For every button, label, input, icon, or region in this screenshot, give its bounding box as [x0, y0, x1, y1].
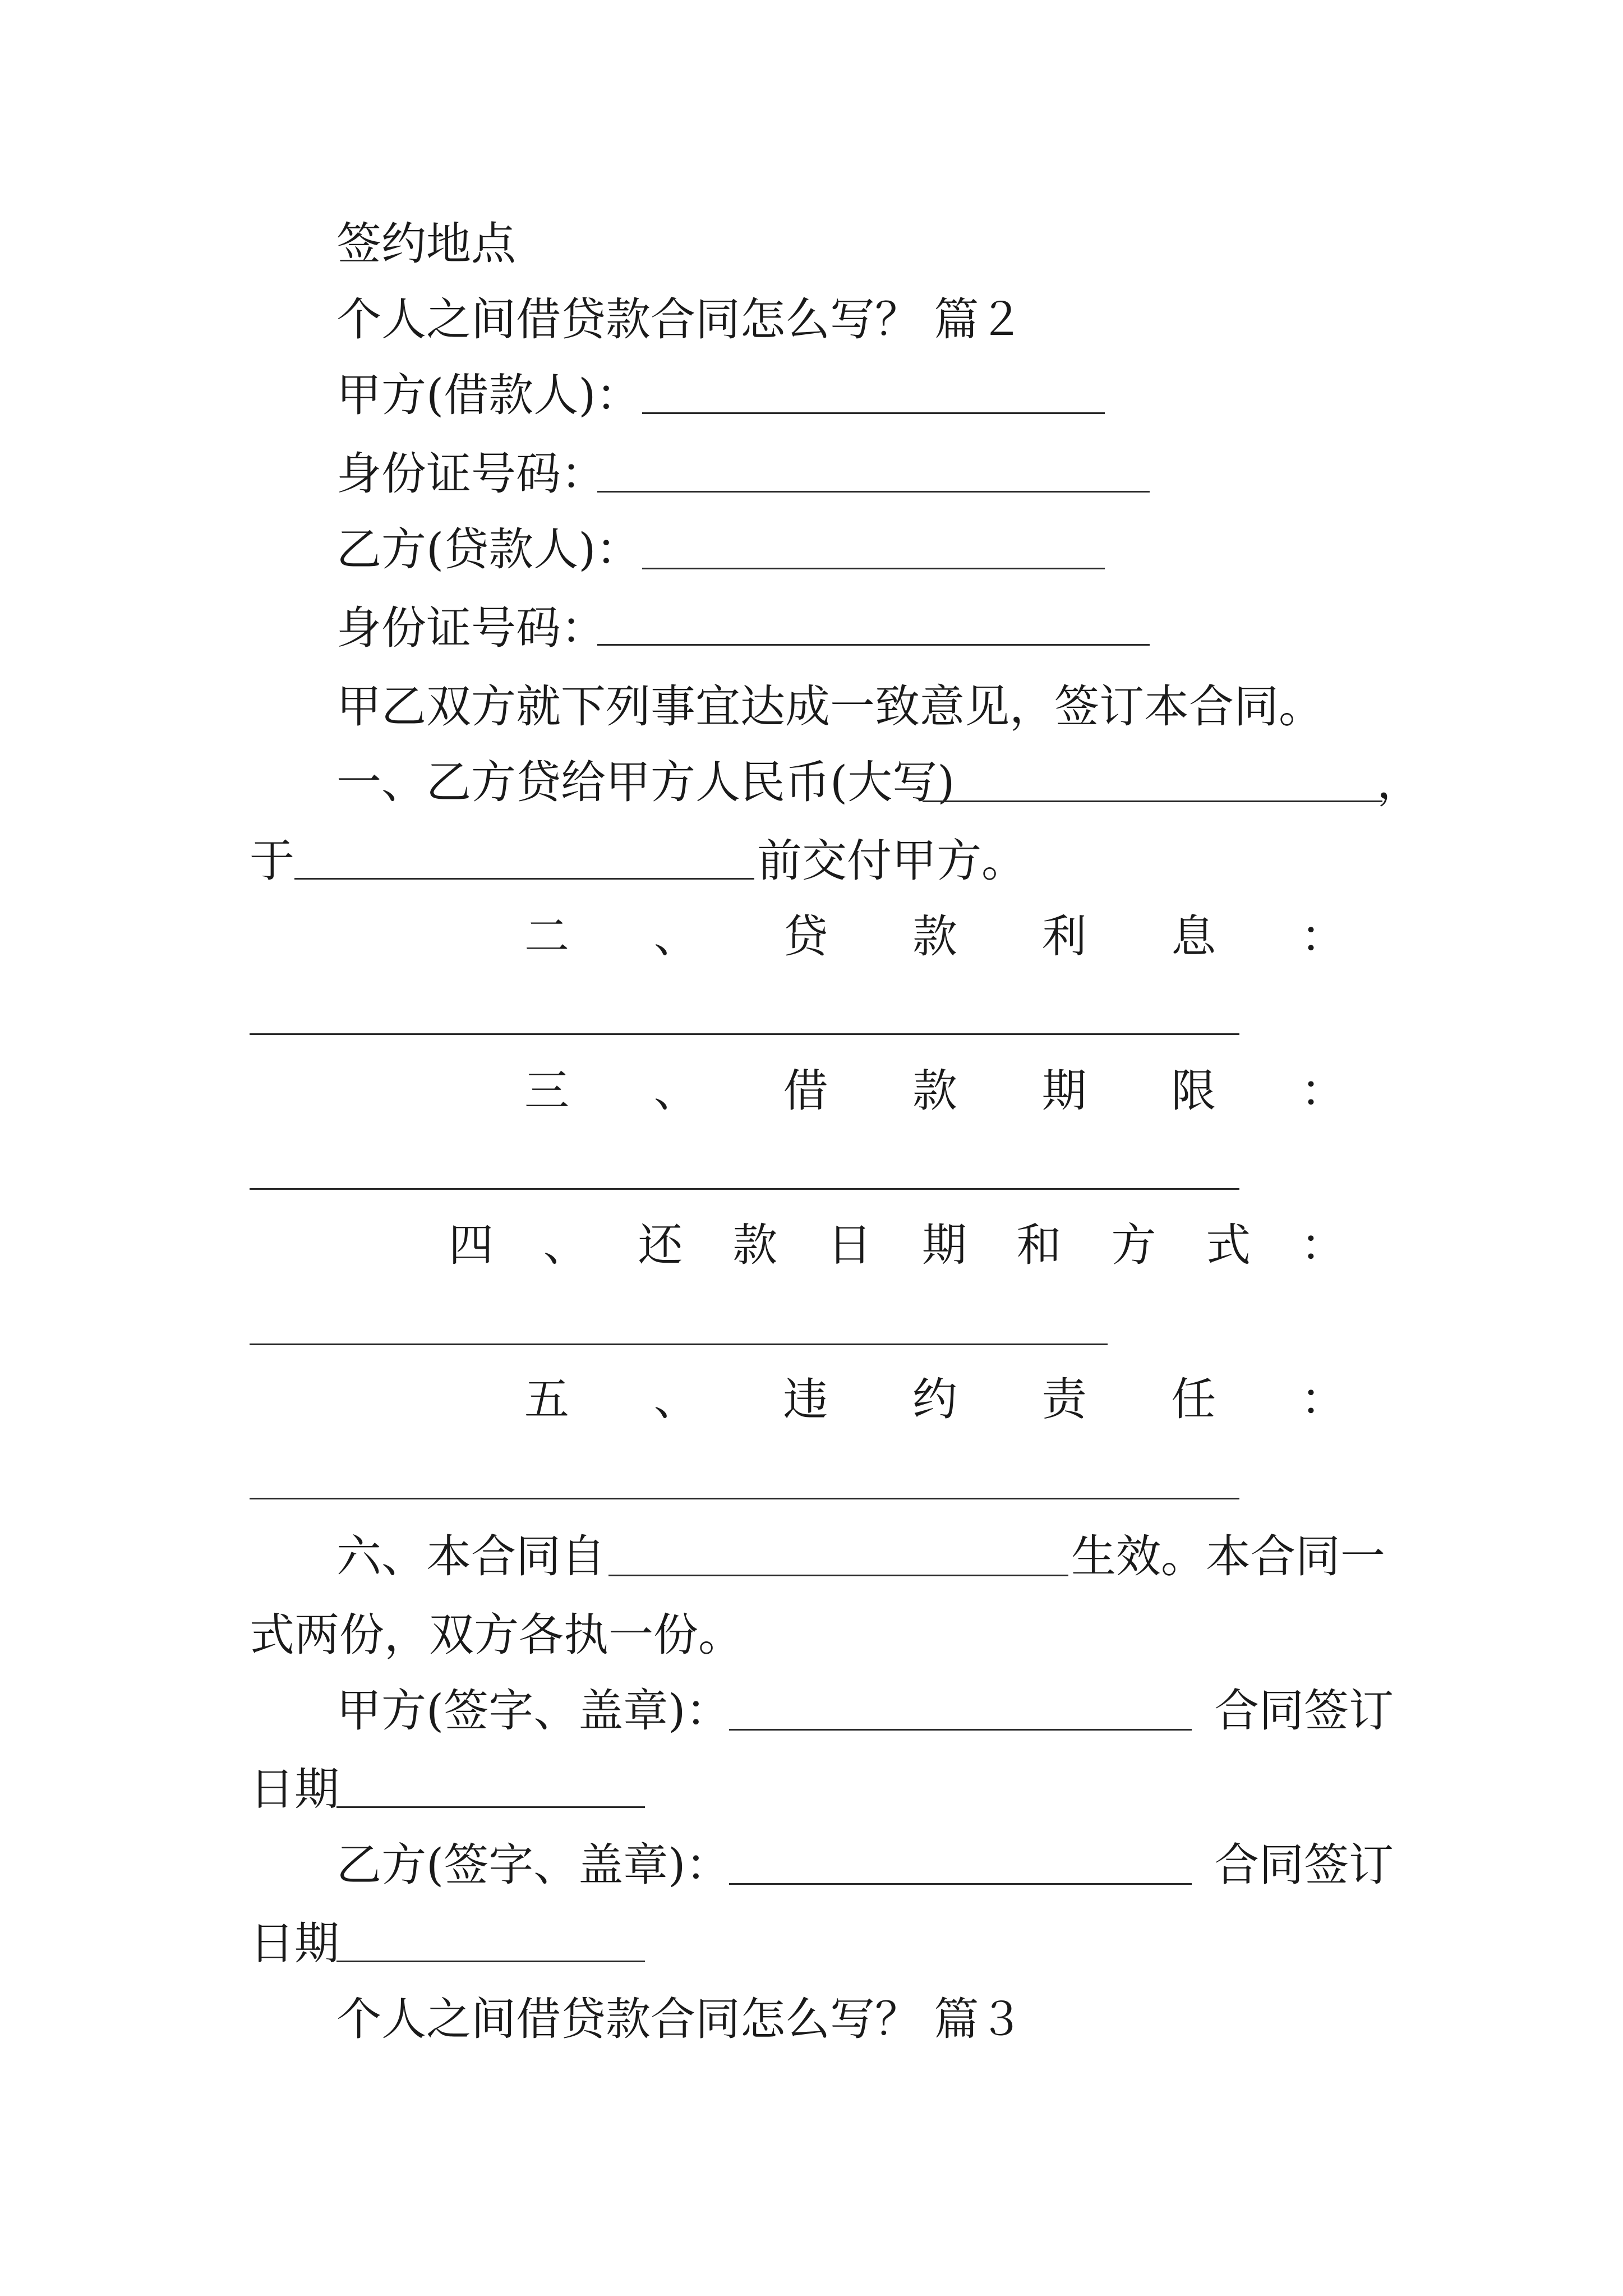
- clause4-char: 和: [1016, 1219, 1062, 1271]
- loan-amount-blank[interactable]: [923, 800, 1382, 802]
- contract-date-label-a: 合同签订: [1214, 1685, 1394, 1737]
- date-a-blank[interactable]: [336, 1806, 645, 1808]
- clause5-char: 、: [653, 1373, 699, 1425]
- party-a-sign-label: 甲方(签字、盖章)：: [336, 1685, 731, 1737]
- clause2-heading: [524, 910, 1345, 963]
- clause5-char: 责: [1041, 1373, 1087, 1425]
- clause4-char: 、: [543, 1219, 588, 1271]
- delivery-date-blank[interactable]: [294, 878, 754, 880]
- clause2-char: ：: [1300, 910, 1345, 963]
- party-b-sign-label: 乙方(签字、盖章)：: [336, 1839, 731, 1891]
- date-b-blank[interactable]: [336, 1961, 645, 1962]
- section-heading-2: 个人之间借贷款合同怎么写？ 篇２: [336, 293, 1024, 346]
- clause4-char: 四: [449, 1219, 494, 1271]
- section-heading-3: 个人之间借贷款合同怎么写？ 篇３: [336, 1993, 1024, 2045]
- clause3-char: 款: [912, 1065, 957, 1117]
- effective-date-blank[interactable]: [608, 1575, 1068, 1576]
- clause1-comma: ，: [1377, 756, 1422, 808]
- clause3-char: ：: [1300, 1065, 1345, 1117]
- clause2-char: 款: [912, 910, 957, 963]
- clause3-char: 限: [1171, 1065, 1216, 1117]
- clause6-start: 六、本合同自: [336, 1530, 606, 1582]
- repayment-method-blank[interactable]: [250, 1343, 1108, 1345]
- agreement-intro: 甲乙双方就下列事宜达成一致意见，签订本合同。: [336, 680, 1324, 733]
- clause2-char: 、: [653, 910, 699, 963]
- id-number-b-blank[interactable]: [597, 644, 1150, 646]
- clause5-heading: [524, 1373, 1345, 1425]
- clause2-char: 二: [524, 910, 569, 963]
- clause5-char: 违: [783, 1373, 828, 1425]
- clause3-heading: [524, 1065, 1345, 1117]
- date-a-label: 日期: [250, 1763, 339, 1815]
- id-number-b-label: 身份证号码：: [336, 602, 606, 654]
- clause4-char: 式: [1206, 1219, 1251, 1271]
- party-b-sign-blank[interactable]: [729, 1883, 1192, 1885]
- party-b-lender-blank[interactable]: [642, 568, 1105, 569]
- clause4-char: 日: [827, 1219, 873, 1271]
- clause5-char: 五: [524, 1373, 569, 1425]
- clause4-char: 款: [732, 1219, 778, 1271]
- clause3-char: 三: [524, 1065, 569, 1117]
- clause5-char: 任: [1171, 1373, 1216, 1425]
- clause1-end: 前交付甲方。: [757, 835, 1026, 887]
- clause2-char: 利: [1041, 910, 1087, 963]
- clause2-char: 贷: [783, 910, 828, 963]
- party-b-lender-label: 乙方(贷款人)：: [336, 523, 641, 576]
- loan-interest-blank[interactable]: [250, 1033, 1239, 1035]
- clause5-char: ：: [1300, 1373, 1345, 1425]
- clause3-char: 、: [653, 1065, 699, 1117]
- clause4-char: 期: [921, 1219, 967, 1271]
- id-number-a-blank[interactable]: [597, 491, 1150, 493]
- party-a-sign-blank[interactable]: [729, 1729, 1192, 1731]
- breach-liability-blank[interactable]: [250, 1498, 1239, 1499]
- clause1-start: 一、乙方贷给甲方人民币(大写): [336, 756, 955, 808]
- clause3-char: 借: [783, 1065, 828, 1117]
- clause4-heading: [449, 1219, 1345, 1271]
- clause1-yu: 于: [250, 835, 294, 887]
- party-a-borrower-label: 甲方(借款人)：: [336, 369, 641, 421]
- clause6-end: 式两份，双方各执一份。: [250, 1609, 743, 1661]
- clause3-char: 期: [1041, 1065, 1087, 1117]
- clause2-char: 息: [1171, 910, 1216, 963]
- sign-place-label: 签约地点: [336, 218, 516, 270]
- clause4-char: 还: [638, 1219, 683, 1271]
- contract-date-label-b: 合同签订: [1214, 1839, 1394, 1891]
- clause4-char: 方: [1111, 1219, 1156, 1271]
- id-number-a-label: 身份证号码：: [336, 448, 606, 500]
- date-b-label: 日期: [250, 1917, 339, 1970]
- clause5-char: 约: [912, 1373, 957, 1425]
- loan-term-blank[interactable]: [250, 1188, 1239, 1190]
- clause4-char: ：: [1300, 1219, 1345, 1271]
- clause6-mid: 生效。本合同一: [1071, 1530, 1385, 1582]
- party-a-borrower-blank[interactable]: [642, 412, 1105, 414]
